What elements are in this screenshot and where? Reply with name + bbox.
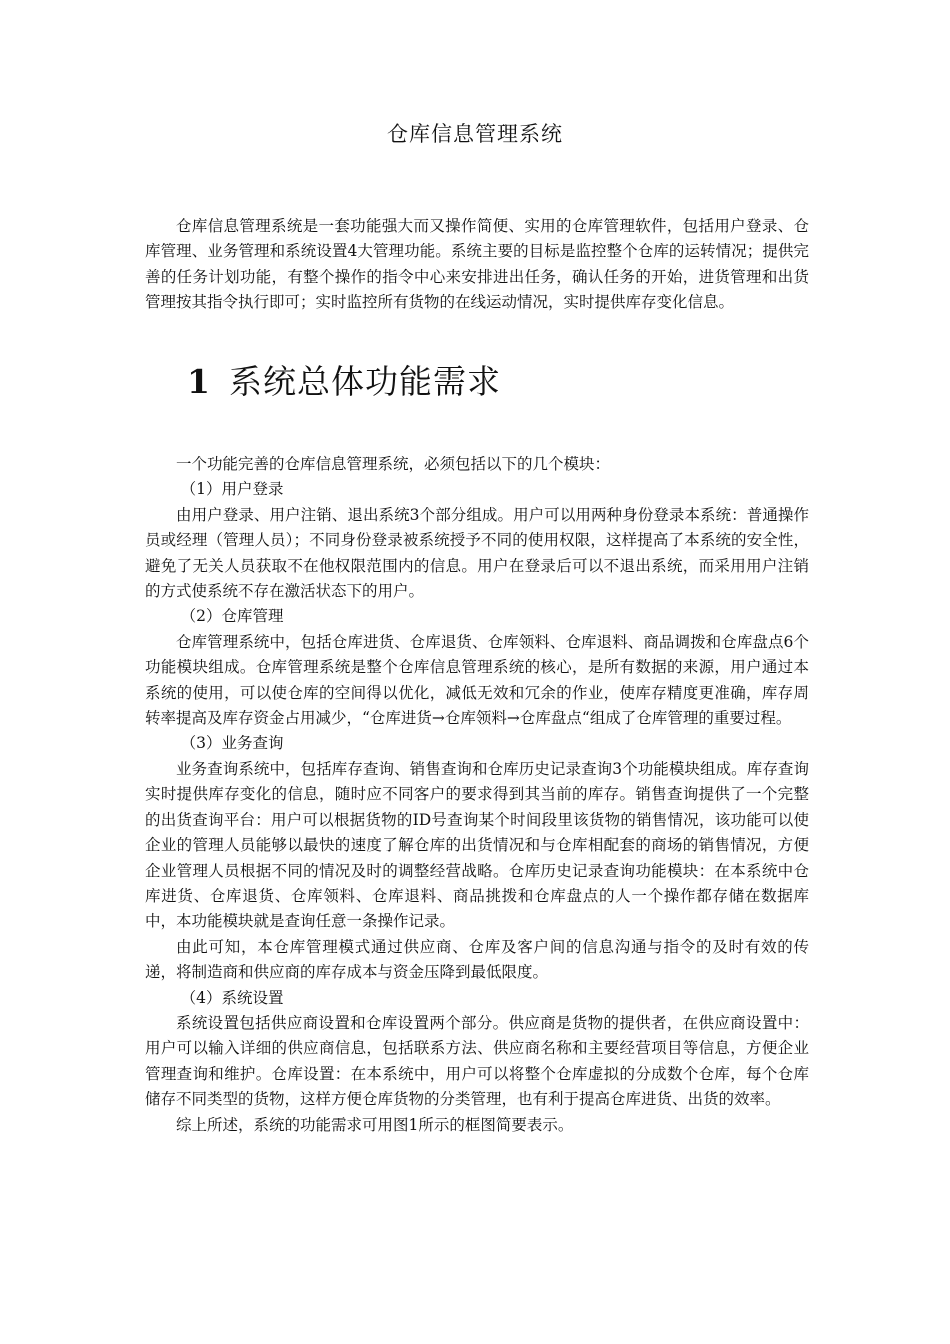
body-paragraph: 综上所述，系统的功能需求可用图1所示的框图简要表示。 xyxy=(176,1115,574,1134)
body-paragraph: 由用户登录、用户注销、退出系统3个部分组成。用户可以用两种身份登录本系统：普通操作员或经理（管理人员）；不同身份登录被系统授予不同的使用权限，这样提高了本系统的安全性，避免了无关人员获取不在他权限范围内的信息。用户在登录后可以不退出系统，而采用用户注销的方式使系统不存在激活状态下的用户。 xyxy=(145,505,809,601)
body-paragraph: 系统设置包括供应商设置和仓库设置两个部分。供应商是货物的提供者，在供应商设置中：用户可以输入详细的供应商信息，包括联系方法、供应商名称和主要经营项目等信息，方便企业管理查询和维护。仓库设置：在本系统中，用户可以将整个仓库虚拟的分成数个仓库，每个仓库储存不同类型的货物，这样方便仓库货物的分类管理，也有利于提高仓库进货、出货的效率。 xyxy=(145,1013,809,1109)
subheading-system-settings: （4）系统设置 xyxy=(180,988,284,1007)
subheading-warehouse-management: （2）仓库管理 xyxy=(180,607,284,626)
section-number: 1 xyxy=(187,362,211,401)
section-heading xyxy=(187,356,501,408)
intro-section xyxy=(145,214,809,316)
intro-paragraph: 仓库信息管理系统是一套功能强大而又操作简便、实用的仓库管理软件，包括用户登录、仓库管理、业务管理和系统设置4大管理功能。系统主要的目标是监控整个仓库的运转情况；提供完善的任务计划功能，有整个操作的指令中心来安排进出任务，确认任务的开始，进货管理和出货管理按其指令执行即可；实时监控所有货物的在线运动情况，实时提供库存变化信息。 xyxy=(145,217,809,312)
body-paragraph: 仓库管理系统中，包括仓库进货、仓库退货、仓库领料、仓库退料、商品调拨和仓库盘点6个功能模块组成。仓库管理系统是整个仓库信息管理系统的核心，是所有数据的来源，用户通过本系统的使用，可以使仓库的空间得以优化，减低无效和冗余的作业，使库存精度更准确，库存周转率提高及库存资金占用减少，“仓库进货→仓库领料→仓库盘点“组成了仓库管理的重要过程。 xyxy=(145,632,809,728)
body-paragraph: 业务查询系统中，包括库存查询、销售查询和仓库历史记录查询3个功能模块组成。库存查询实时提供库存变化的信息，随时应不同客户的要求得到其当前的库存。销售查询提供了一个完整的出货查询平台：用户可以根据货物的ID号查询某个时间段里该货物的销售情况，该功能可以使企业的管理人员能够以最快的速度了解仓库的出货情况和与仓库相配套的商场的销售情况，方便企业管理人员根据不同的情况及时的调整经营战略。仓库历史记录查询功能模块：在本系统中仓库进货、仓库退货、仓库领料、仓库退料、商品挑拨和仓库盘点的人一个操作都存储在数据库中，本功能模块就是查询任意一条操作记录。 xyxy=(145,759,809,931)
body-paragraph: 由此可知，本仓库管理模式通过供应商、仓库及客户间的信息沟通与指令的及时有效的传递，将制造商和供应商的库存成本与资金压降到最低限度。 xyxy=(145,937,809,982)
subheading-business-query: （3）业务查询 xyxy=(180,734,284,753)
section-body xyxy=(145,452,809,1138)
body-paragraph: 一个功能完善的仓库信息管理系统，必须包括以下的几个模块： xyxy=(176,455,611,473)
document-title: 仓库信息管理系统 xyxy=(387,122,563,146)
section-title: 系统总体功能需求 xyxy=(228,362,501,401)
subheading-user-login: （1）用户登录 xyxy=(180,480,284,499)
